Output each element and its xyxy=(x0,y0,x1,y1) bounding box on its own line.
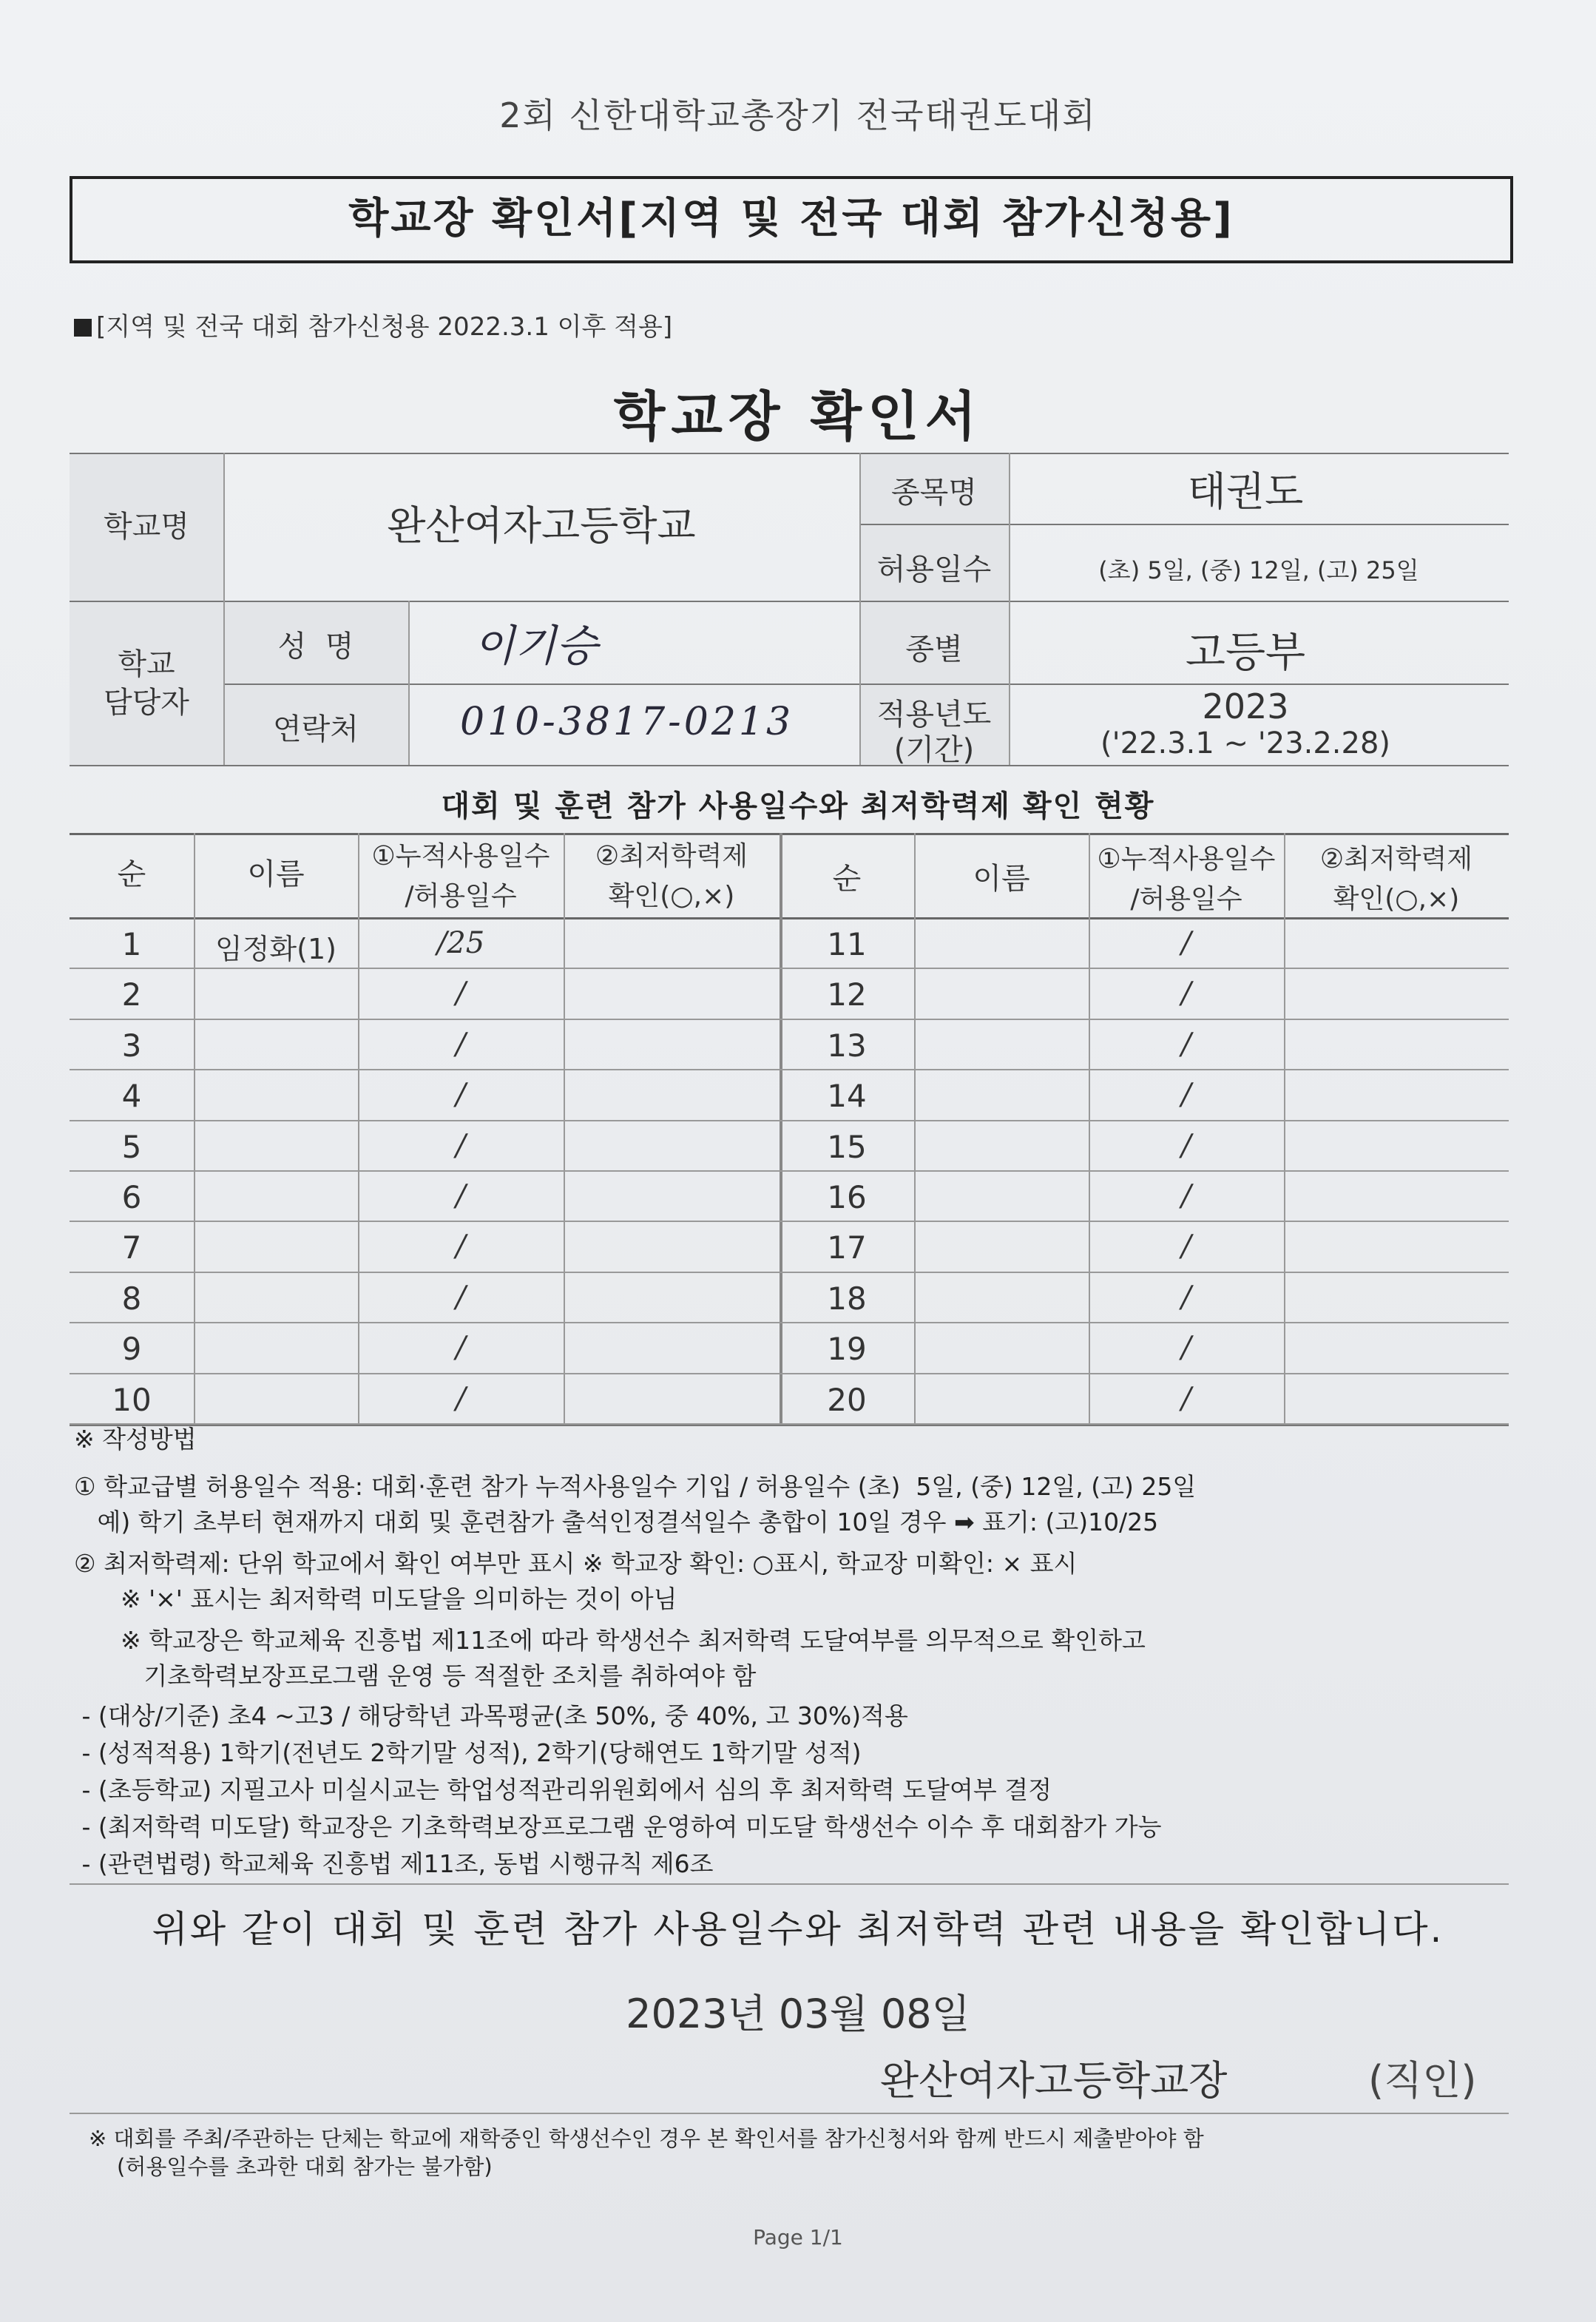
apply-note-text: [지역 및 전국 대회 참가신청용 2022.3.1 이후 적용] xyxy=(96,312,673,342)
instruction-line: 예) 학기 초부터 현재까지 대회 및 훈련참가 출석인정결석일수 총합이 10일 경우 ➡ 표기: (고)10/25 xyxy=(74,1508,1159,1536)
row-divider xyxy=(70,1170,1509,1172)
instruction-line: - (관련법령) 학교체육 진흥법 제11조, 동법 시행규칙 제6조 xyxy=(74,1849,714,1878)
header-days-left-line1: ①누적사용일수 xyxy=(371,841,550,871)
manager-label-line1: 학교 xyxy=(118,647,175,681)
row-days: /25 xyxy=(436,926,485,960)
row-divider xyxy=(70,1423,1509,1425)
period-value: ('22.3.1 ~ '23.2.28) xyxy=(1100,726,1391,760)
row-number: 3 xyxy=(121,1027,142,1064)
form-boxed-title: 학교장 확인서[지역 및 전국 대회 참가신청용] xyxy=(70,176,1513,263)
manager-label-line2: 담당자 xyxy=(104,686,189,720)
row-divider xyxy=(70,968,1509,969)
row-divider xyxy=(70,1221,1509,1222)
instruction-line: - (최저학력 미도달) 학교장은 기초학력보장프로그램 운영하여 미도달 학생선수 이수 후 대회참가 가능 xyxy=(74,1812,1162,1841)
row-days: / xyxy=(456,1179,466,1213)
row-number: 17 xyxy=(827,1229,867,1266)
event-title: 2회 신한대학교총장기 전국태권도대회 xyxy=(499,95,1097,135)
header-days-left-line2: /허용일수 xyxy=(405,881,517,911)
row-number: 5 xyxy=(121,1128,142,1165)
official-seal: (직인) xyxy=(1368,2057,1477,2104)
row-number: 16 xyxy=(827,1179,867,1215)
allowed-days-value: (초) 5일, (중) 12일, (고) 25일 xyxy=(1098,556,1419,584)
header-name-left: 이름 xyxy=(247,857,305,891)
instruction-line: ② 최저학력제: 단위 학교에서 확인 여부만 표시 ※ 학교장 확인: ○표시, 학교장 미확인: × 표시 xyxy=(74,1549,1078,1578)
contact-label: 연락처 xyxy=(273,712,359,746)
row-number: 13 xyxy=(827,1027,867,1064)
header-min-left-line2: 확인(○,×) xyxy=(608,881,735,911)
row-divider xyxy=(70,1373,1509,1374)
row-days: / xyxy=(456,1229,466,1264)
row-divider xyxy=(70,1069,1509,1070)
row-days: / xyxy=(456,1027,466,1062)
sport-label: 종목명 xyxy=(891,476,977,510)
row-days: / xyxy=(456,1128,466,1163)
row-days: / xyxy=(1181,1027,1191,1062)
division-value: 고등부 xyxy=(1185,629,1306,677)
division-label: 종별 xyxy=(905,632,963,666)
row-days: / xyxy=(1181,1280,1191,1314)
row-number: 2 xyxy=(121,976,142,1013)
apply-note xyxy=(74,306,672,342)
school-label: 학교명 xyxy=(104,510,189,544)
handwritten-name: 이기승 xyxy=(473,621,598,671)
row-number: 14 xyxy=(827,1078,867,1115)
row-number: 1 xyxy=(121,926,142,962)
header-no-right: 순 xyxy=(832,862,862,896)
row-name: 임정화(1) xyxy=(215,933,337,965)
footnote-line2: (허용일수를 초과한 대회 참가는 불가함) xyxy=(117,2154,493,2179)
row-number: 8 xyxy=(121,1280,142,1317)
row-divider xyxy=(70,1120,1509,1121)
school-name: 완산여자고등학교 xyxy=(387,502,696,549)
header-min-left-line1: ②최저학력제 xyxy=(595,841,748,871)
footnote-line1: ※ 대회를 주최/주관하는 단체는 학교에 재학중인 학생선수인 경우 본 확인서를 참가신청서와 함께 반드시 제출받아야 함 xyxy=(89,2126,1204,2151)
instruction-line: - (초등학교) 지필고사 미실시교는 학업성적관리위원회에서 심의 후 최저학력 도달여부 결정 xyxy=(74,1775,1052,1804)
square-bullet-icon xyxy=(74,319,92,337)
instruction-line: ※ '×' 표시는 최저학력 미도달을 의미하는 것이 아님 xyxy=(74,1584,677,1613)
row-number: 12 xyxy=(827,976,867,1013)
row-number: 7 xyxy=(121,1229,142,1266)
usage-table-title: 대회 및 훈련 참가 사용일수와 최저학력제 확인 현황 xyxy=(441,789,1155,823)
row-divider xyxy=(70,1019,1509,1020)
year-value: 2023 xyxy=(1202,686,1289,726)
sport-value: 태권도 xyxy=(1187,468,1304,515)
row-days: / xyxy=(1181,1331,1191,1366)
row-days: / xyxy=(456,976,466,1011)
row-days: / xyxy=(456,1078,466,1113)
row-days: / xyxy=(1181,1229,1191,1264)
row-number: 15 xyxy=(827,1128,867,1165)
row-number: 11 xyxy=(827,926,867,962)
header-days-right-line2: /허용일수 xyxy=(1130,884,1242,914)
row-number: 4 xyxy=(121,1078,142,1115)
row-divider xyxy=(70,1322,1509,1323)
row-days: / xyxy=(456,1280,466,1314)
main-title: 학교장 확인서 xyxy=(613,385,983,448)
row-days: / xyxy=(456,1381,466,1416)
row-days: / xyxy=(1181,976,1191,1011)
allowed-days-label: 허용일수 xyxy=(876,553,992,587)
page-number: Page 1/1 xyxy=(753,2225,843,2250)
row-divider xyxy=(70,1272,1509,1273)
row-days: / xyxy=(1181,1179,1191,1213)
row-number: 9 xyxy=(121,1331,142,1368)
row-number: 6 xyxy=(121,1179,142,1215)
row-number: 19 xyxy=(827,1331,867,1368)
year-label-line1: 적용년도 xyxy=(876,698,992,732)
year-label-line2: (기간) xyxy=(893,733,975,767)
instruction-line: 기초학력보장프로그램 운영 등 적절한 조치를 취하여야 함 xyxy=(74,1661,757,1690)
row-days: / xyxy=(1181,1381,1191,1416)
instruction-line: ※ 작성방법 xyxy=(74,1425,197,1454)
instruction-line: ※ 학교장은 학교체육 진흥법 제11조에 따라 학생선수 최저학력 도달여부를 의무적으로 확인하고 xyxy=(74,1626,1146,1655)
name-label: 성 명 xyxy=(277,630,354,664)
instruction-line: - (대상/기준) 초4 ~고3 / 해당학년 과목평균(초 50%, 중 40%, 고 30%)적용 xyxy=(74,1701,908,1730)
handwritten-contact: 010-3817-0213 xyxy=(460,700,794,744)
header-min-right-line2: 확인(○,×) xyxy=(1333,884,1460,914)
row-number: 20 xyxy=(827,1381,867,1418)
row-number: 10 xyxy=(112,1381,152,1418)
row-days: / xyxy=(1181,1078,1191,1113)
principal-signature: 완산여자고등학교장 xyxy=(880,2057,1228,2104)
header-days-right-line1: ①누적사용일수 xyxy=(1097,844,1276,874)
row-days: / xyxy=(1181,1128,1191,1163)
header-no-left: 순 xyxy=(117,857,146,891)
header-min-right-line1: ②최저학력제 xyxy=(1319,844,1473,874)
instruction-line: - (성적적용) 1학기(전년도 2학기말 성적), 2학기(당해연도 1학기말 성적) xyxy=(74,1738,862,1767)
header-name-right: 이름 xyxy=(973,862,1030,896)
confirmation-statement: 위와 같이 대회 및 훈련 참가 사용일수와 최저학력 관련 내용을 확인합니다. xyxy=(152,1908,1444,1951)
confirmation-date: 2023년 03월 08일 xyxy=(626,1991,970,2037)
footnote xyxy=(89,2124,1204,2181)
row-days: / xyxy=(456,1331,466,1366)
instruction-line: ① 학교급별 허용일수 적용: 대회·훈련 참가 누적사용일수 기입 / 허용일수 (초) 5일, (중) 12일, (고) 25일 xyxy=(74,1472,1197,1501)
row-number: 18 xyxy=(827,1280,867,1317)
row-days: / xyxy=(1181,926,1191,960)
